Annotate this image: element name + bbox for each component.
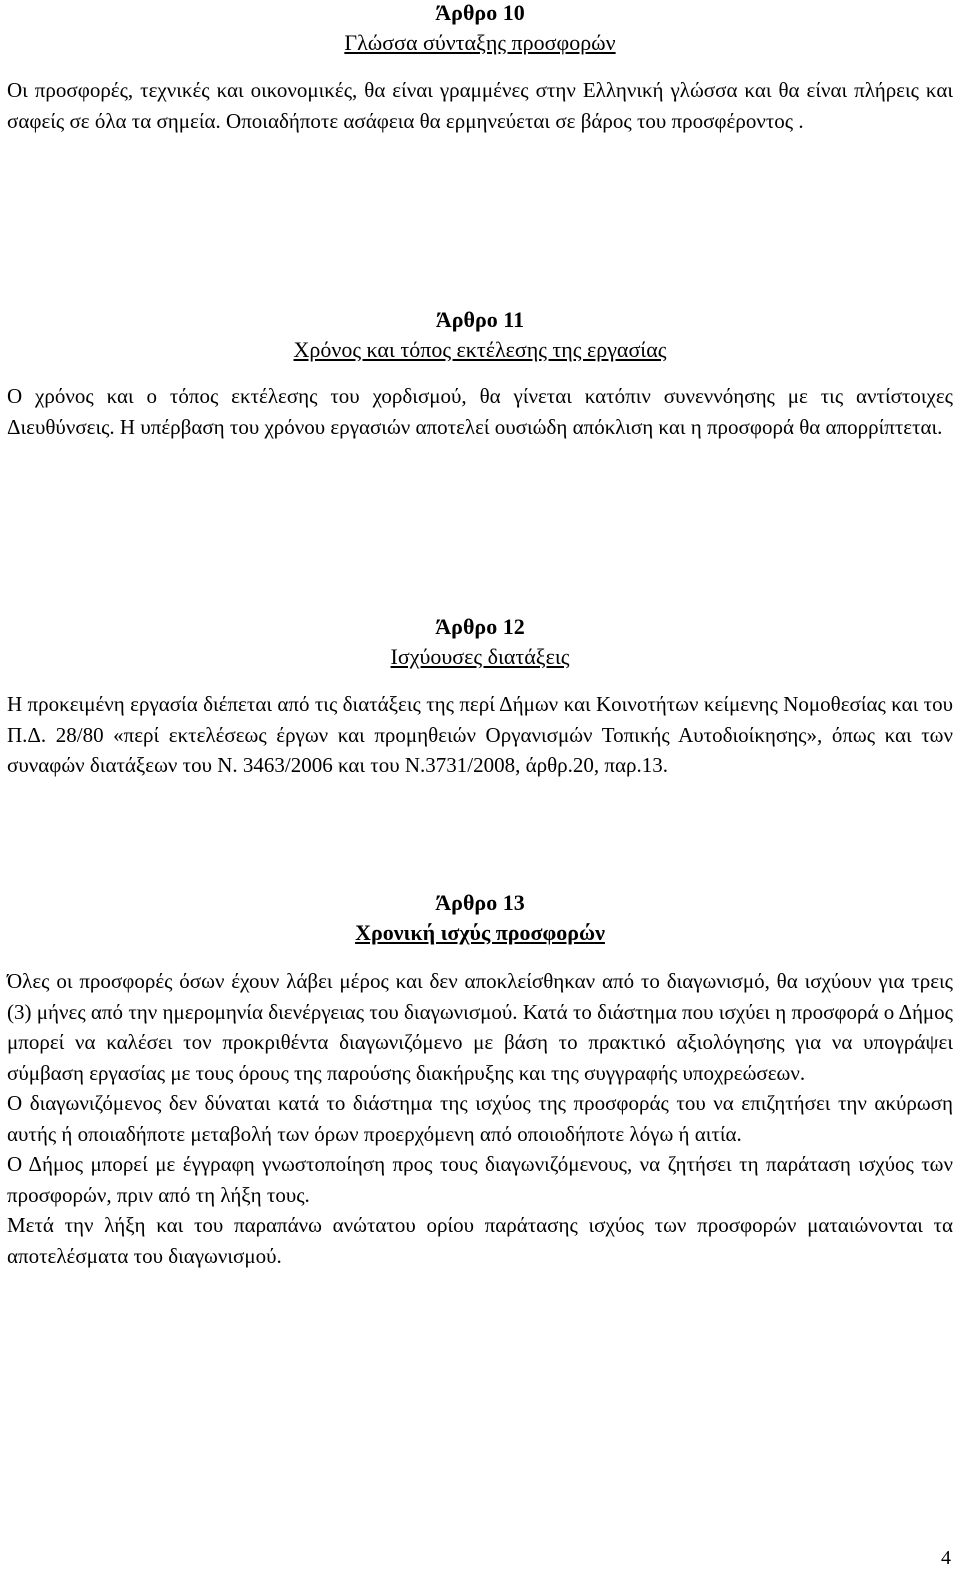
spacer xyxy=(7,672,953,689)
article-subtitle: Γλώσσα σύνταξης προσφορών xyxy=(344,30,616,55)
article-heading: Άρθρο 10 xyxy=(435,0,525,25)
page-number: 4 xyxy=(941,1547,951,1569)
article-paragraph: Ο χρόνος και ο τόπος εκτέλεσης του χορδισμού, θα γίνεται κατόπιν συνεννόησης με τις αντίστοιχες Διευθύνσεις. Η υπέρβαση του χρόνου εργασιών αποτελεί ουσιώδη απόκλιση και η προσφορά θα απορρίπτεται. xyxy=(7,384,953,439)
spacer xyxy=(7,365,953,381)
spacer xyxy=(7,948,953,966)
article-13 xyxy=(7,888,953,1271)
article-paragraph: Μετά την λήξη και του παραπάνω ανώτατου ορίου παράτασης ισχύος των προσφορών ματαιώνονται τα αποτελέσματα του διαγωνισμού. xyxy=(7,1213,953,1268)
article-heading: Άρθρο 13 xyxy=(435,890,525,915)
article-paragraph: Όλες οι προσφορές όσων έχουν λάβει μέρος και δεν αποκλείσθηκαν από το διαγωνισμό, θα ισχύουν για τρεις (3) μήνες από την ημερομηνία διενέργειας του διαγωνισμού. Κατά το διάστημα που ισχύει η προσφορά ο Δήμος μπορεί να καλέσει τον προκριθέντα διαγωνιζόμενο με βάση το πρακτικό αξιολόγησης για να υπογράψει σύμβαση εργασίας με τους όρους της παρούσης διακήρυξης και της συγγραφής υποχρεώσεων. xyxy=(7,969,953,1085)
article-12 xyxy=(7,612,953,781)
article-subtitle: Ισχύουσες διατάξεις xyxy=(390,644,570,669)
article-heading: Άρθρο 11 xyxy=(435,307,525,332)
article-paragraph: Ο Δήμος μπορεί με έγγραφη γνωστοποίηση προς τους διαγωνιζόμενους, να ζητήσει τη παράταση ισχύος των προσφορών, πριν από τη λήξη τους. xyxy=(7,1152,953,1207)
spacer xyxy=(7,58,953,75)
article-paragraph: Οι προσφορές, τεχνικές και οικονομικές, θα είναι γραμμένες στην Ελληνική γλώσσα και θα είναι πλήρεις και σαφείς σε όλα τα σημεία. Οποιαδήποτε ασάφεια θα ερμηνεύεται σε βάρος του προσφέροντος . xyxy=(7,78,953,133)
article-subtitle: Χρόνος και τόπος εκτέλεσης της εργασίας xyxy=(293,337,667,362)
article-11 xyxy=(7,305,953,442)
article-10 xyxy=(7,0,953,136)
article-heading: Άρθρο 12 xyxy=(435,614,525,639)
article-paragraph: Η προκειμένη εργασία διέπεται από τις διατάξεις της περί Δήμων και Κοινοτήτων κείμενης Νομοθεσίας και του Π.Δ. 28/80 «περί εκτελέσεως έργων και προμηθειών Οργανισμών Τοπικής Αυτοδιοίκησης», όπως και των συναφών διατάξεων του Ν. 3463/2006 και του Ν.3731/2008, άρθρ.20, παρ.13. xyxy=(7,692,953,777)
article-paragraph: Ο διαγωνιζόμενος δεν δύναται κατά το διάστημα της ισχύος της προσφοράς του να επιζητήσει την ακύρωση αυτής ή οποιαδήποτε μεταβολή των όρων προερχόμενη από οποιοδήποτε λόγω ή αιτία. xyxy=(7,1091,953,1146)
article-subtitle: Χρονική ισχύς προσφορών xyxy=(355,920,605,945)
